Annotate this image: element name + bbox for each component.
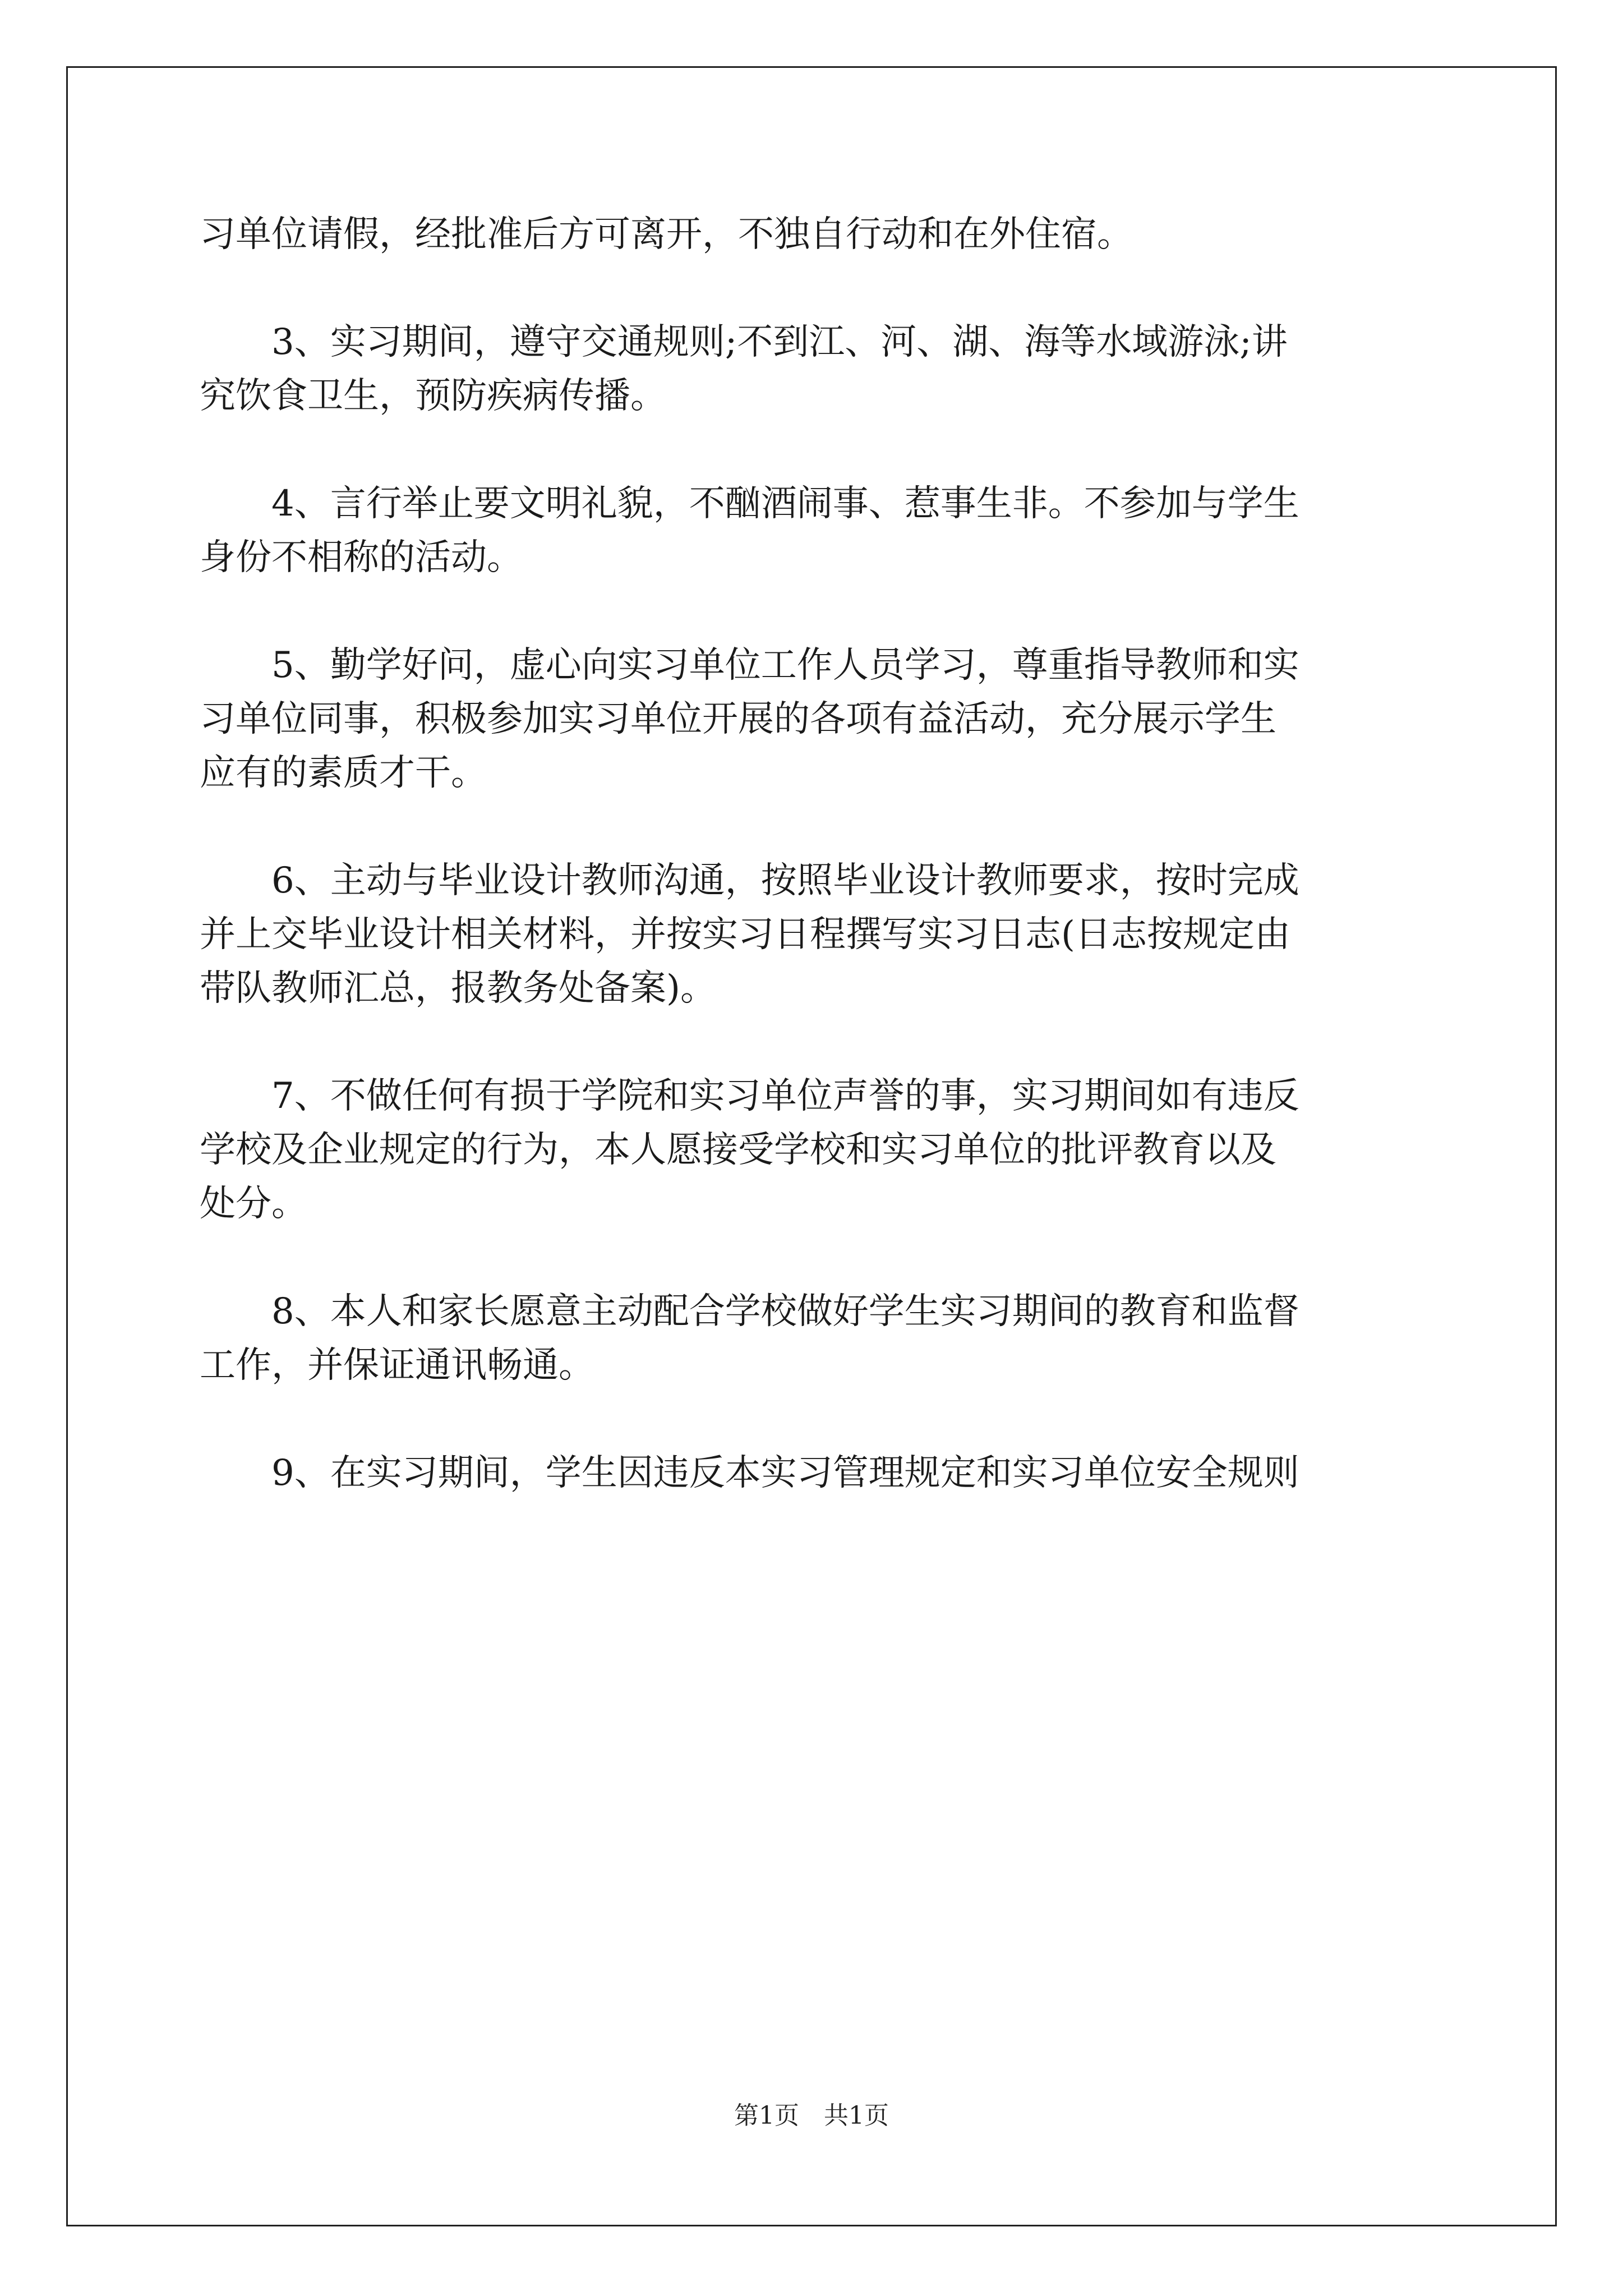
- text-line: 6、主动与毕业设计教师沟通，按照毕业设计教师要求，按时完成: [271, 860, 1299, 901]
- text-line: 学校及企业规定的行为，本人愿接受学校和实习单位的批评教育以及: [200, 1129, 1276, 1171]
- text-line: 习单位同事，积极参加实习单位开展的各项有益活动，充分展示学生: [200, 698, 1276, 740]
- text-line: 究饮食卫生，预防疾病传播。: [200, 375, 666, 417]
- text-line: 9、在实习期间，学生因违反本实习管理规定和实习单位安全规则: [271, 1452, 1299, 1494]
- document-body: [200, 208, 1428, 1500]
- text-line: 应有的素质才干。: [200, 752, 487, 794]
- paragraph-gap: [200, 423, 1428, 477]
- paragraph-gap: [200, 800, 1428, 854]
- paragraph-gap: [200, 585, 1428, 638]
- paragraph-gap: [200, 1015, 1428, 1069]
- paragraph-gap: [200, 1392, 1428, 1446]
- text-line: 带队教师汇总，报教务处备案)。: [200, 968, 716, 1009]
- text-line: 并上交毕业设计相关材料，并按实习日程撰写实习日志(日志按规定由: [200, 914, 1290, 955]
- text-line: 8、本人和家长愿意主动配合学校做好学生实习期间的教育和监督: [271, 1291, 1299, 1332]
- text-line: 5、勤学好问，虚心向实习单位工作人员学习，尊重指导教师和实: [271, 645, 1299, 686]
- text-line: 4、言行举止要文明礼貌，不酗酒闹事、惹事生非。不参加与学生: [271, 483, 1299, 524]
- text-line: 习单位请假，经批准后方可离开，不独自行动和在外住宿。: [200, 214, 1133, 255]
- text-line: 身份不相称的活动。: [200, 537, 523, 578]
- paragraph-gap: [200, 261, 1428, 315]
- text-line: 7、不做任何有损于学院和实习单位声誉的事，实习期间如有违反: [271, 1075, 1299, 1117]
- paragraph-gap: [200, 1231, 1428, 1285]
- text-line: 处分。: [200, 1183, 307, 1225]
- text-line: 3、实习期间，遵守交通规则;不到江、河、湖、海等水域游泳;讲: [271, 321, 1288, 363]
- page-footer: 第1页 共1页: [734, 2101, 889, 2130]
- text-line: 工作，并保证通讯畅通。: [200, 1345, 594, 1386]
